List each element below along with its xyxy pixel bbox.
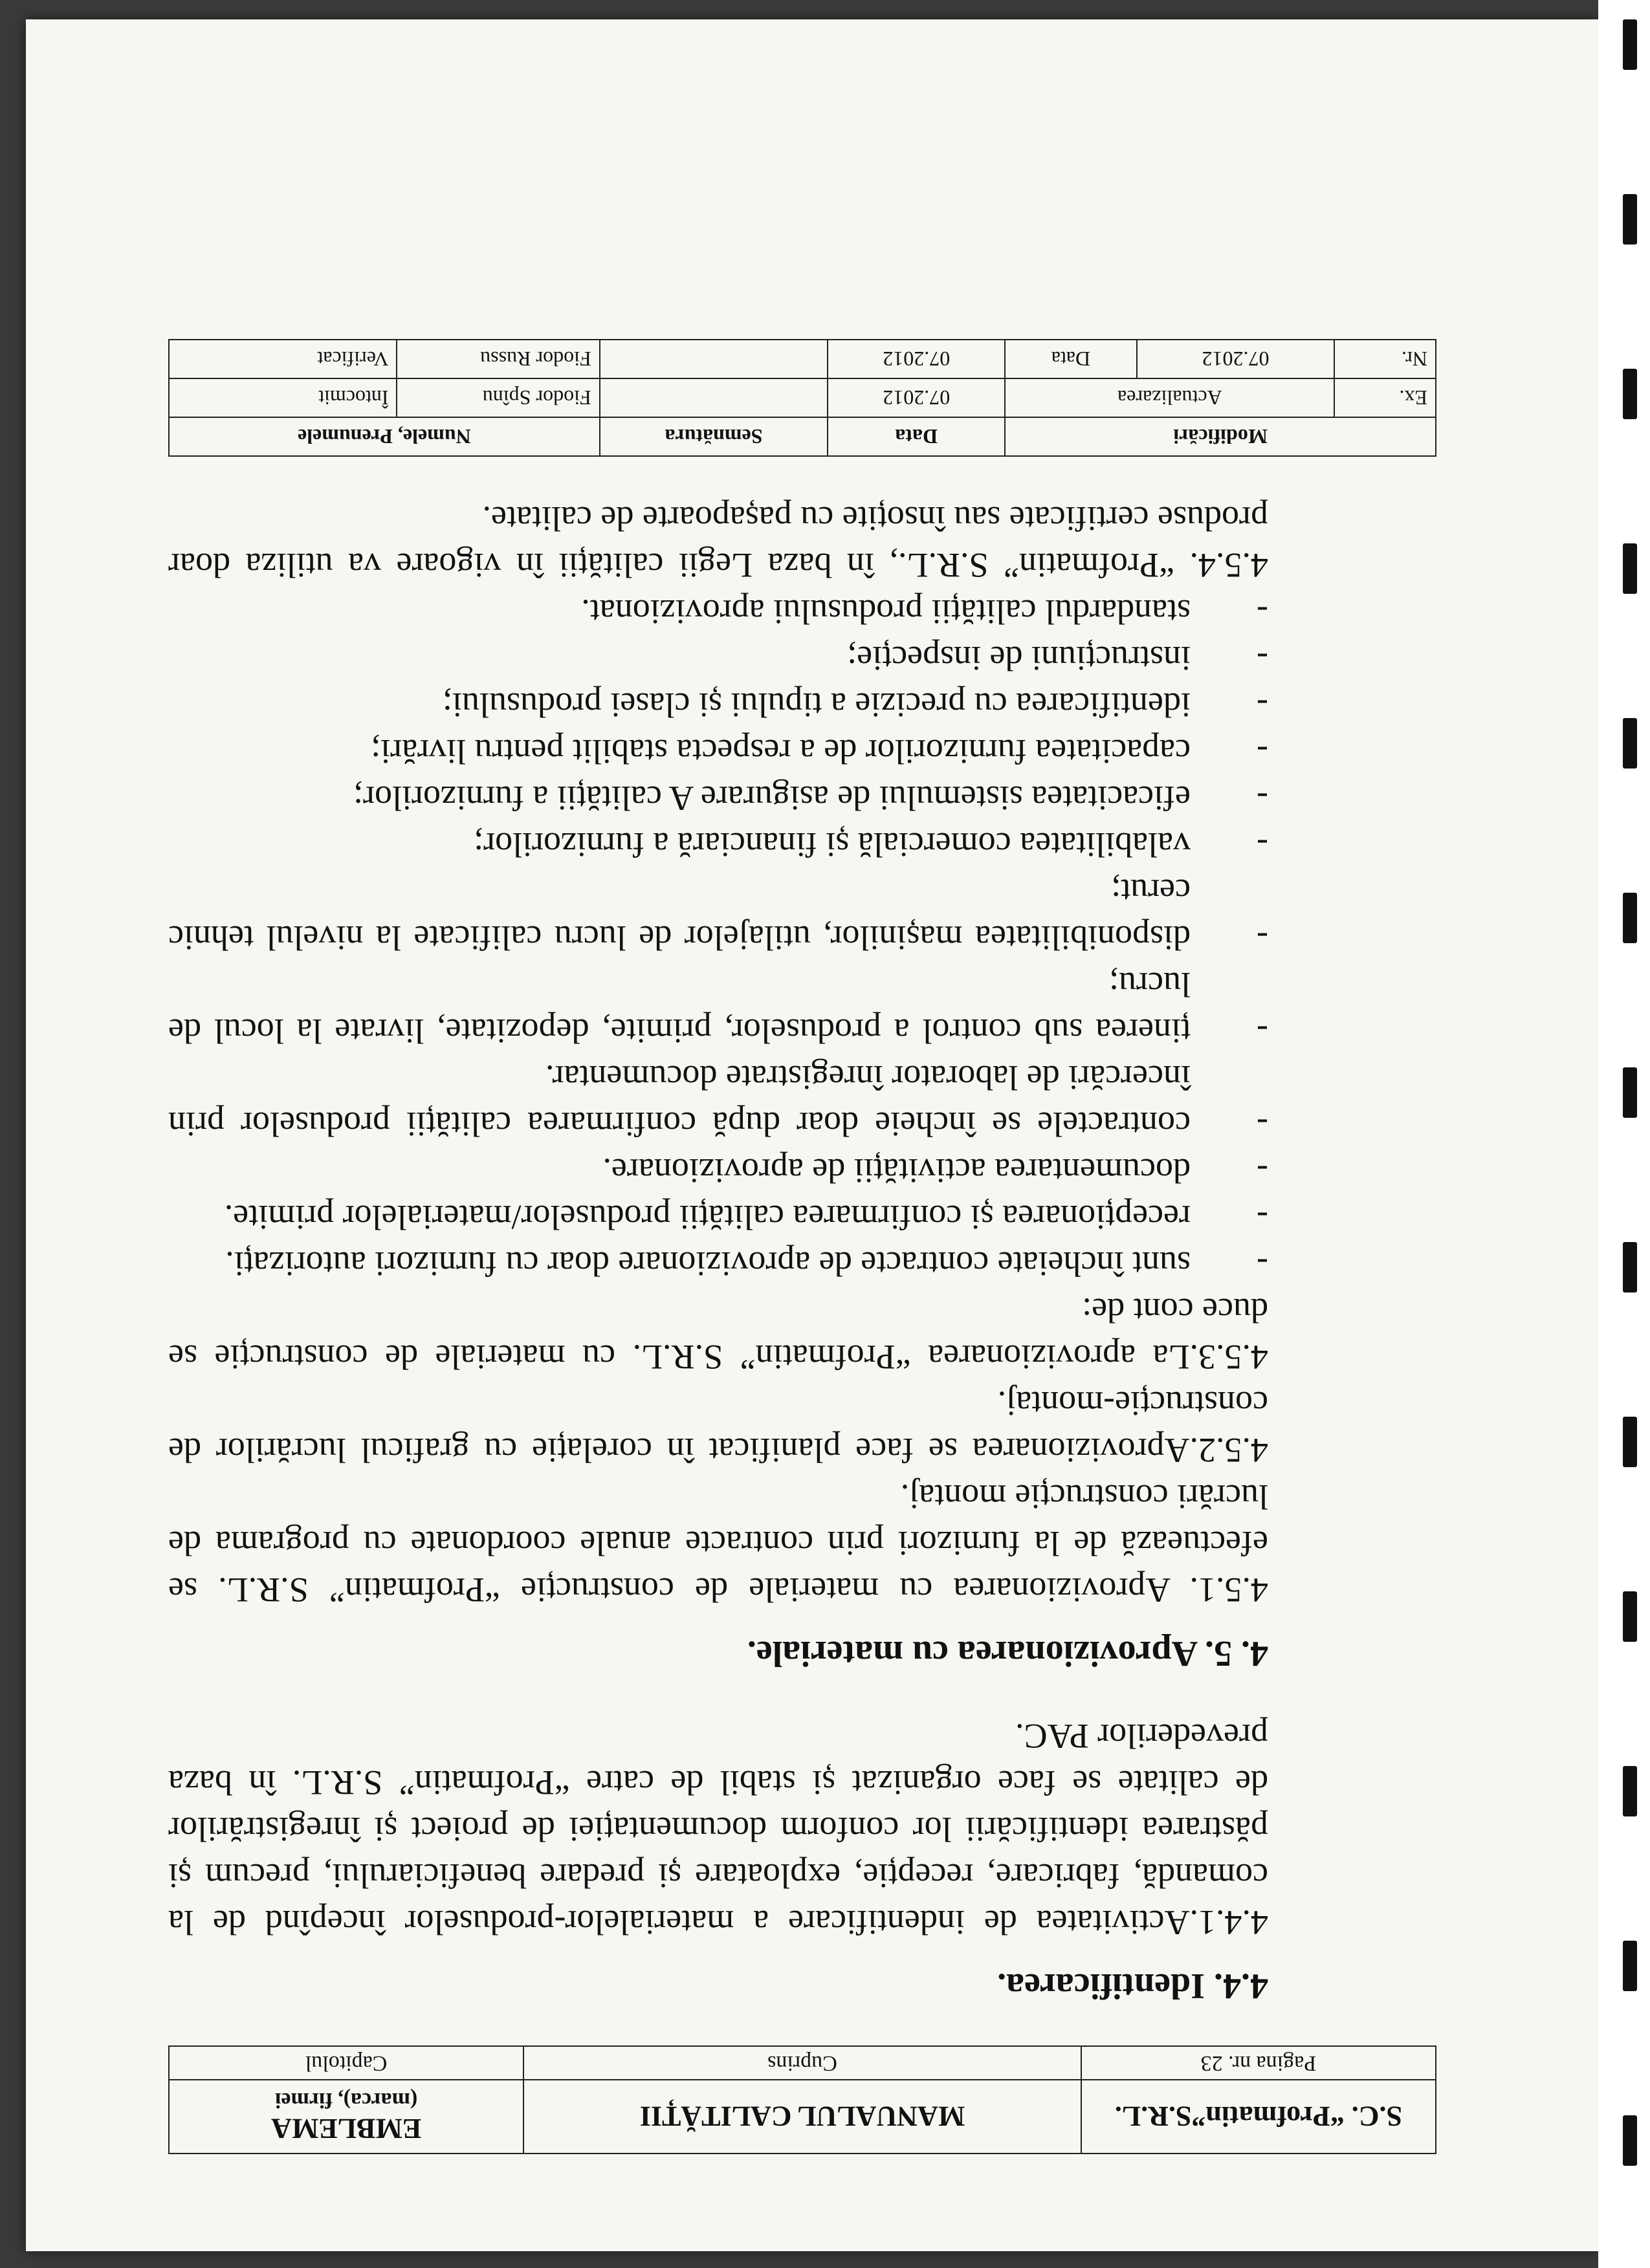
- list-item: - sunt încheiate contracte de aprovizionare doar cu furnizori autorizați.: [168, 1241, 1268, 1287]
- list-item: - ținerea sub control a produselor, primite, depozitate, livrate la locul de lucru;: [168, 961, 1268, 1054]
- list-item: - documentarea activității de aprovizionare.: [168, 1148, 1268, 1194]
- list-item: - instrucțiuni de inspecție;: [168, 635, 1268, 682]
- col-signature: Semnătura: [600, 417, 828, 456]
- section-4-5-title: 4. 5. Aprovizionarea cu materiale.: [747, 1633, 1268, 1674]
- paragraph-4-5-2: 4.5.2.Aprovizionarea se face planificat în corelație cu graficul lucrărilor de construcție-montaj.: [168, 1384, 1268, 1470]
- section-4-4-title: 4.4. Identificarea.: [997, 1966, 1268, 2006]
- binder-hole: [1623, 1766, 1637, 1816]
- col-date: Data: [828, 417, 1005, 456]
- cell-signature-1: [600, 378, 828, 417]
- paragraph-4-4-1: 4.4.1.Activitatea de indentificare a materialelor-produselor începînd de la comandă, fabricare, recepție, exploatare și predare beneficiarului, precum și păstrarea identificării lor conform documentației de proiect și înregistrărilor de calitate se face organizat și stabil de catre “Profmatin” S.R.L. în baza prevederilor PAC.: [168, 1717, 1268, 1942]
- signature-table: [168, 339, 1436, 457]
- cell-ex: Ex.: [1334, 378, 1436, 417]
- cell-data-label: Data: [1005, 340, 1136, 378]
- cell-signature-2: [600, 340, 828, 378]
- list-item: - valabilitatea comercială și financiară a furnizorilor;: [168, 822, 1268, 868]
- cell-name-1: Fiodor Spînu: [397, 378, 600, 417]
- list-item: - standardul calității produsului aprovizionat.: [168, 589, 1268, 635]
- header-table: [168, 2045, 1436, 2154]
- emblem-sub: (marca), firmei: [275, 2088, 418, 2113]
- binder-hole: [1623, 1067, 1637, 1118]
- cell-mod-date: 07.2012: [1137, 340, 1335, 378]
- binder-hole: [1623, 2115, 1637, 2166]
- cell-role-1: Întocmit: [169, 378, 397, 417]
- binder-hole: [1623, 718, 1637, 769]
- col-modifications: Modificări: [1005, 417, 1436, 456]
- list-item: - recepționarea și confirmarea calității produselor/materialelor primite.: [168, 1194, 1268, 1241]
- cell-name-2: Fiodor Russu: [397, 340, 600, 378]
- cell-date-1: 07.2012: [828, 378, 1005, 417]
- binder-hole: [1623, 1242, 1637, 1292]
- binder-hole: [1623, 1941, 1637, 1991]
- manual-title: MANUALUL CALITĂȚII: [523, 2080, 1081, 2154]
- col-name: Numele, Prenumele: [169, 417, 600, 456]
- paragraph-4-5-4: 4.5.4. “Profmatin” S.R.L., în baza Legii calității în vigoare va utiliza doar produse certificate sau însoțite cu pașapoarte de calitate.: [168, 499, 1268, 585]
- cell-nr: Nr.: [1334, 340, 1436, 378]
- emblem-label: EMBLEMA: [271, 2113, 422, 2145]
- binder-hole: [1623, 1417, 1637, 1467]
- paragraph-4-5-1: 4.5.1. Aprovizionarea cu materiale de construcție “Profmatin” S.R.L. se efectuează de la furnizori prin contracte anuale coordonate cu programa de lucrări construcție montaj.: [168, 1477, 1268, 1609]
- list-item: - identificarea cu precizie a tipului și clasei produsului;: [168, 682, 1268, 728]
- document-page: [26, 19, 1598, 2251]
- list-item: - eficacitatea sistemului de asigurare A calității a furnizorilor;: [168, 775, 1268, 822]
- binder-strip: [1598, 0, 1650, 2268]
- list-item: - contractele se încheie doar după confirmarea calității produselor prin încercări de laborator înregistrate documentar.: [168, 1054, 1268, 1148]
- binder-hole: [1623, 19, 1637, 70]
- binder-hole: [1623, 194, 1637, 245]
- emblem-cell: [169, 2080, 523, 2154]
- page-number: Pagina nr. 23: [1081, 2046, 1436, 2080]
- binder-hole: [1623, 1591, 1637, 1642]
- binder-hole: [1623, 893, 1637, 943]
- binder-hole: [1623, 543, 1637, 594]
- supply-criteria-list: [168, 589, 1436, 1287]
- list-item: - capacitatea furnizorilor de a respecta stabilit pentru livrări;: [168, 728, 1268, 775]
- paragraph-4-5-3: 4.5.3.La aprovizionarea “Profmatin” S.R.L. cu materiale de construcție se duce cont de:: [168, 1291, 1268, 1377]
- list-item: - disponibilitatea mașinilor, utilajelor de lucru calificate la nivelul tehnic cerut;: [168, 868, 1268, 961]
- binder-hole: [1623, 369, 1637, 419]
- cell-role-2: Verificat: [169, 340, 397, 378]
- cell-date-2: 07.2012: [828, 340, 1005, 378]
- chapter-label: Capitolul: [169, 2046, 523, 2080]
- company-cell: S.C. “Profmatin”S.R.L.: [1081, 2080, 1436, 2154]
- contents-label: Cuprins: [523, 2046, 1081, 2080]
- cell-actualizarea: Actualizarea: [1005, 378, 1334, 417]
